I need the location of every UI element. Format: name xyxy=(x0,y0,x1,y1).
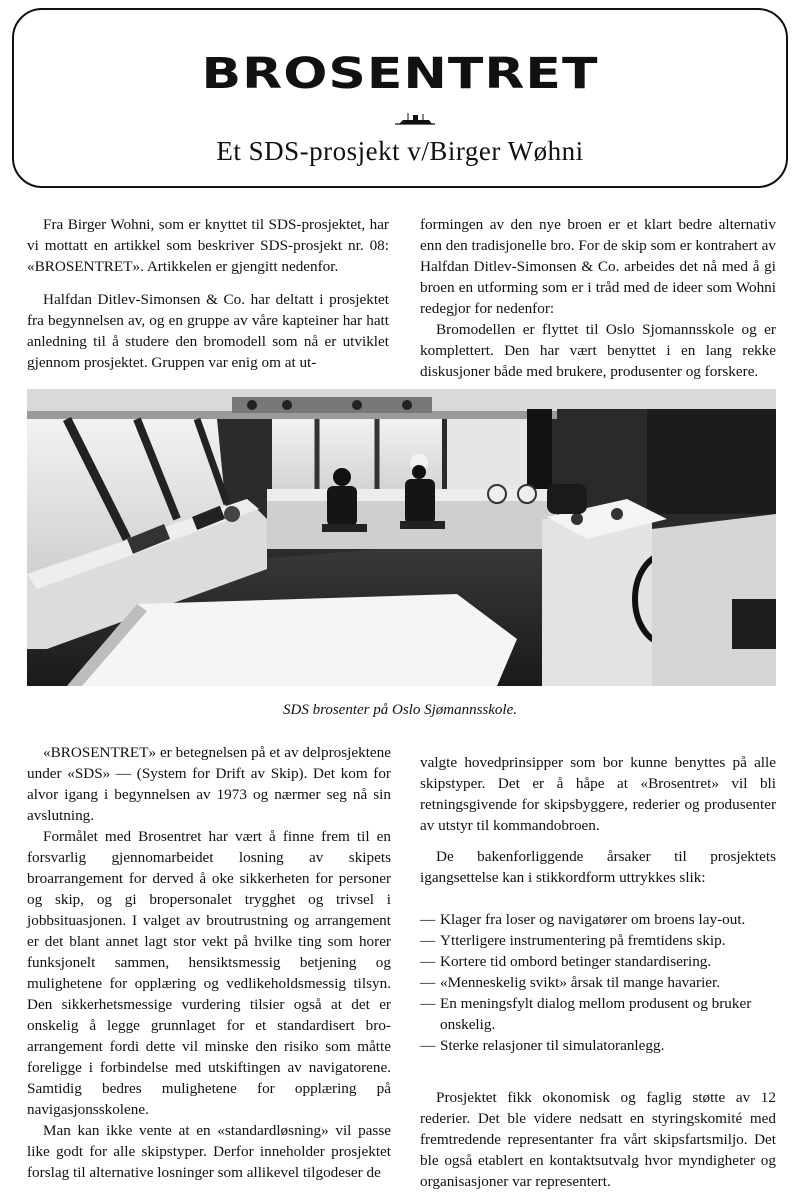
body-paragraph: Man kan ikke vente at en «standardløsning» vil passe like godt for alle skipstyper. Derfor inneholder prosjektet forslag til alternative losninger som allikevel tilgodeser de xyxy=(27,1122,391,1181)
list-item: — Ytterligere instrumentering på fremtidens skip. xyxy=(420,930,776,951)
intro-paragraph: Bromodellen er flyttet til Oslo Sjomannsskole og er komplettert. Den har vært benyttet i en lang rekke diskusjoner både med brukere, produsenter og forskere. xyxy=(420,321,776,380)
ship-icon xyxy=(395,110,435,128)
body-paragraph: «BROSENTRET» er betegnelsen på et av delprosjektene under «SDS» — (System for Drift av Skip). Det kom for alvor igang i begynnelsen av 1973 og nærmer seg nå sin avslutning. xyxy=(27,744,391,824)
intro-paragraph: Fra Birger Wohni, som er knyttet til SDS-prosjektet, har vi mottatt en artikkel som beskriver SDS-prosjekt nr. 08: «BROSENTRET». Artikkelen er gjengitt nedenfor. xyxy=(27,216,389,275)
cause-list xyxy=(420,909,776,1056)
list-item: — Kortere tid ombord betinger standardisering. xyxy=(420,951,776,972)
body-paragraph: Formålet med Brosentret har vært å finne frem til en forsvarlig gjennomarbeidet losning av skipets broarrangement for derved å oke sikkerheten for personer og skip, og gi bropersonalet trygghet og trivsel i jobbsituasjonen. I valget av broutrustning og arrangement er det blant annet lagt stor vekt på hvilke ting som horer funksjonelt sammen, hensiktsmessig betjening og mulighetene for opplæring og vedlikeholdsmessig tilsyn. Den sikkerhetsmessige vurdering tilsier også at det er onskelig å legge grunnlaget for et standardisert bro-arrangement fordi dette vil minske den risiko som måtte foreligge i forbindelse med utskiftingen av navigatorene. Samtidig bedres mulighetene for opplæring på navigasjonsskolene. xyxy=(27,828,391,1118)
intro-paragraph: formingen av den nye broen er et klart bedre alternativ enn den tradisjonelle bro. For de skip som er kontrahert av Halfdan Ditlev-Simonsen & Co. arbeides det nå med å gi broen en utforming som er i tråd med de ideer som Wohni redegjor for nedenfor: xyxy=(420,216,776,317)
body-paragraph: De bakenforliggende årsaker til prosjektets igangsettelse kan i stikkordform uttrykkes slik: xyxy=(420,848,776,886)
header-frame xyxy=(12,8,788,188)
body-paragraph: Prosjektet fikk okonomisk og faglig støtte av 12 rederier. Det ble videre nedsatt en styringskomité med fremtredende representanter fra vårt skipsfartsmiljo. Det ble også etablert en kontaktsutvalg hvor myndigheter og organisasjoner var representert. xyxy=(420,1089,776,1190)
photo-caption: SDS brosenter på Oslo Sjømannsskole. xyxy=(282,702,518,718)
bridge-photo xyxy=(27,389,776,686)
body-right-column xyxy=(420,752,776,1192)
intro-paragraph: Halfdan Ditlev-Simonsen & Co. har deltatt i prosjektet fra begynnelsen av, og en gruppe av våre kapteiner har hatt anledning til å studere den bromodell som nå er utviklet gjennom prosjektet. Gruppen var enig om at ut- xyxy=(27,291,389,371)
page-subtitle: Et SDS-prosjekt v/Birger Wøhni xyxy=(216,136,584,166)
list-item: — Sterke relasjoner til simulatoranlegg. xyxy=(420,1035,776,1056)
body-paragraph: valgte hovedprinsipper som bor kunne benyttes på alle skipstyper. Det er å håpe at «Brosentret» vil bli retningsgivende for skipsbyggere, rederier og produsenter av utstyr til kommandobroen. xyxy=(420,754,776,834)
body-left-column xyxy=(27,742,391,1183)
list-item: — «Menneskelig svikt» årsak til mange havarier. xyxy=(420,972,776,993)
page-title: BROSENTRET xyxy=(201,49,599,99)
list-item: — En meningsfylt dialog mellom produsent og bruker onskelig. xyxy=(420,993,776,1035)
list-item: — Klager fra loser og navigatører om broens lay-out. xyxy=(420,909,776,930)
intro-left-column xyxy=(27,214,389,373)
intro-right-column xyxy=(420,214,776,382)
